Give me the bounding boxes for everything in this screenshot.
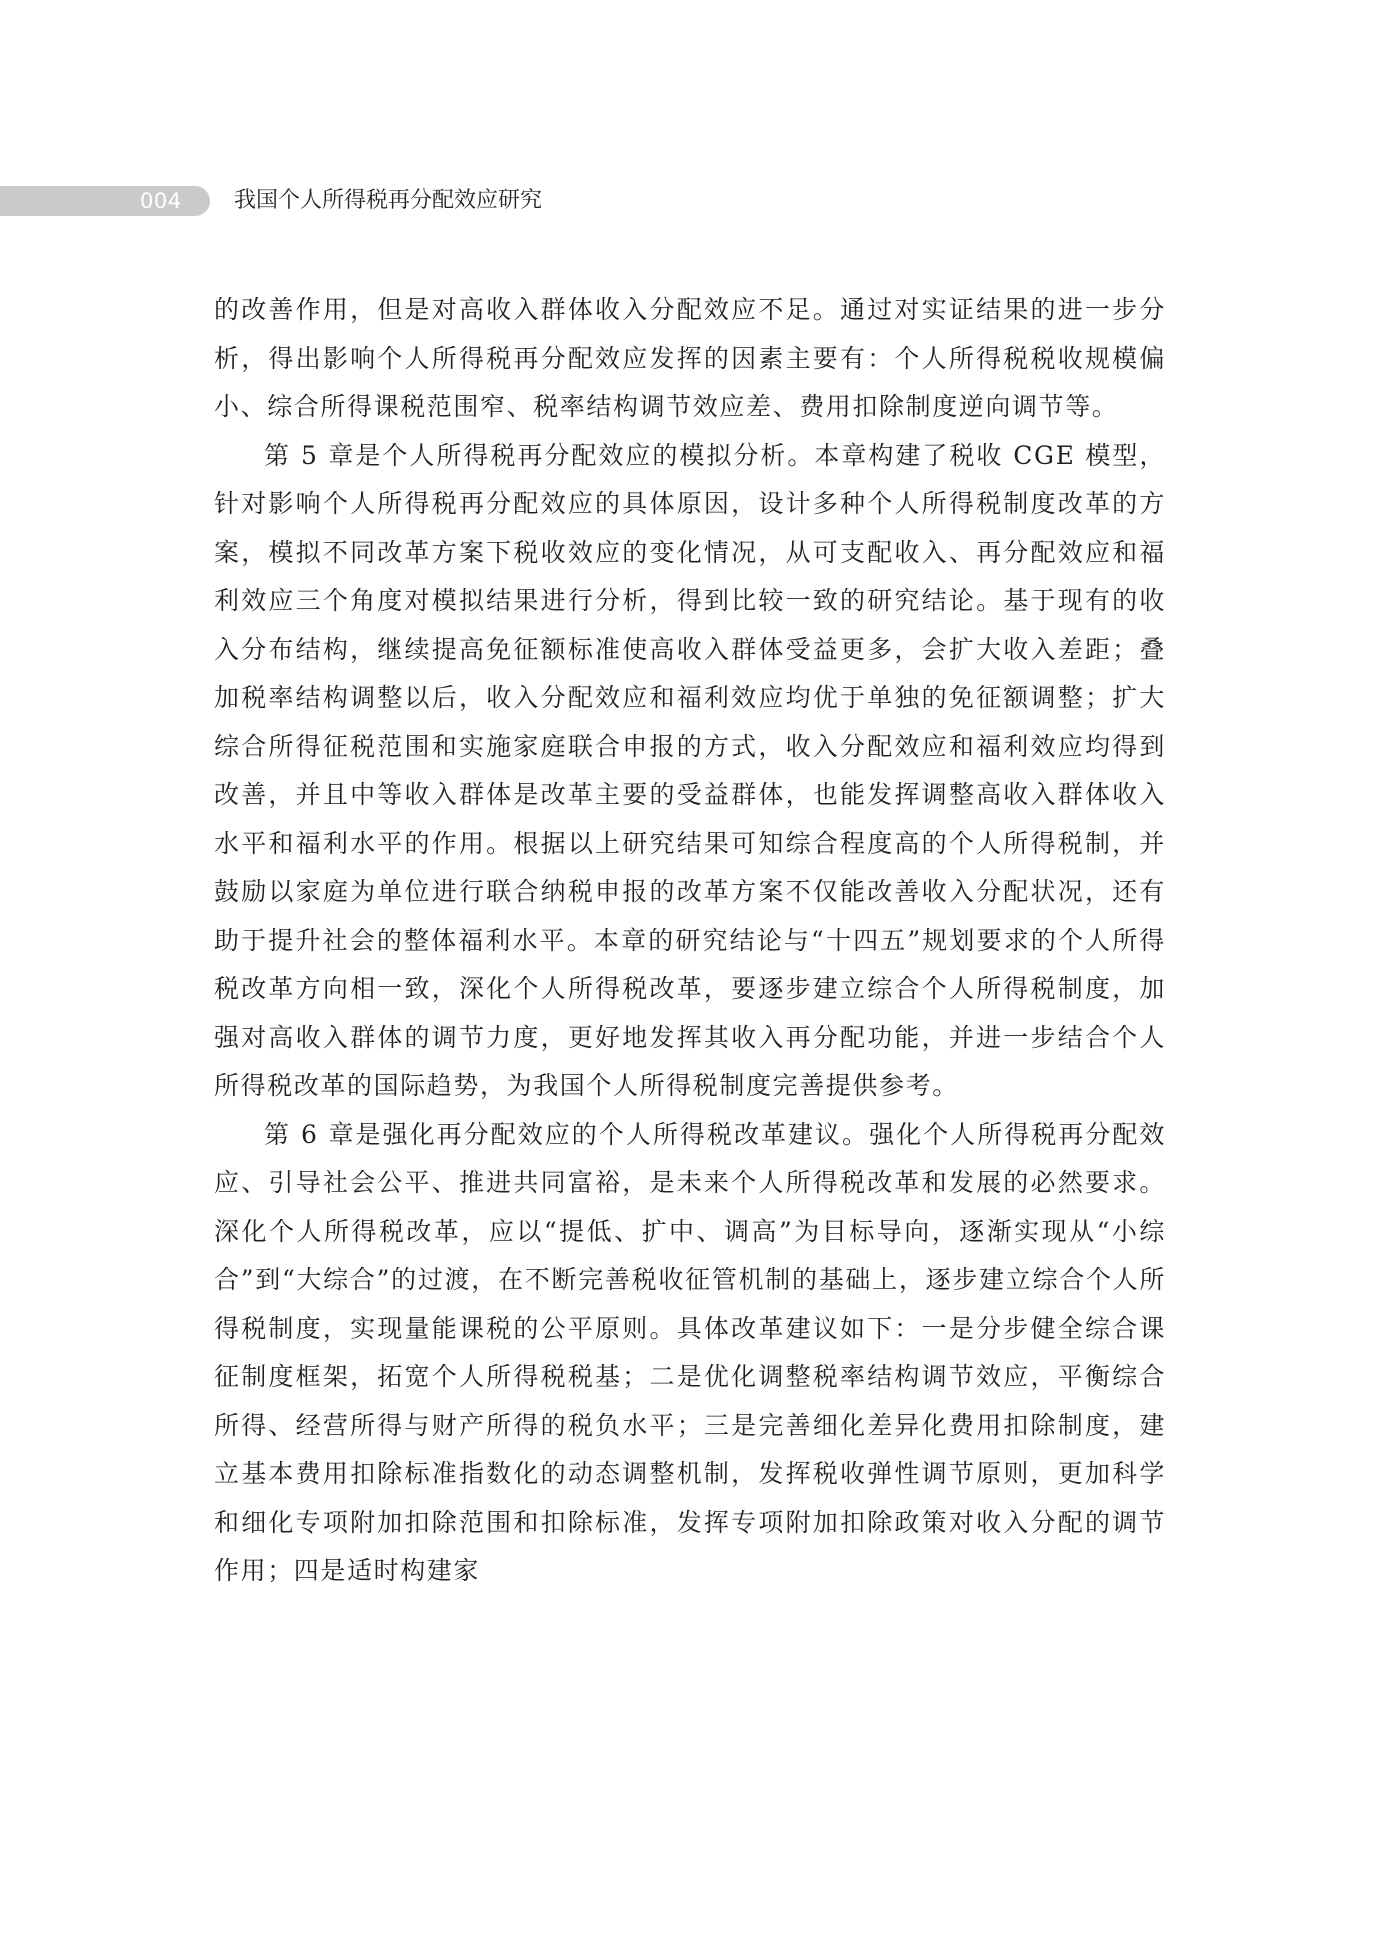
paragraph-chapter-5: 第 5 章是个人所得税再分配效应的模拟分析。本章构建了税收 CGE 模型，针对影响个人所得税再分配效应的具体原因，设计多种个人所得税制度改革的方案，模拟不同改革方案下税收效应的变化情况，从可支配收入、再分配效应和福利效应三个角度对模拟结果进行分析，得到比较一致的研究结论。基于现有的收入分布结构，继续提高免征额标准使高收入群体受益更多，会扩大收入差距；叠加税率结构调整以后，收入分配效应和福利效应均优于单独的免征额调整；扩大综合所得征税范围和实施家庭联合申报的方式，收入分配效应和福利效应均得到改善，并且中等收入群体是改革主要的受益群体，也能发挥调整高收入群体收入水平和福利水平的作用。根据以上研究结果可知综合程度高的个人所得税制，并鼓励以家庭为单位进行联合纳税申报的改革方案不仅能改善收入分配状况，还有助于提升社会的整体福利水平。本章的研究结论与“十四五”规划要求的个人所得税改革方向相一致，深化个人所得税改革，要逐步建立综合个人所得税制度，加强对高收入群体的调节力度，更好地发挥其收入再分配功能，并进一步结合个人所得税改革的国际趋势，为我国个人所得税制度完善提供参考。 (214, 440, 1166, 1100)
body-text (214, 286, 1166, 1596)
running-title: 我国个人所得税再分配效应研究 (234, 188, 543, 213)
page-number: 004 (140, 189, 182, 213)
paragraph-chapter-6: 第 6 章是强化再分配效应的个人所得税改革建议。强化个人所得税再分配效应、引导社会公平、推进共同富裕，是未来个人所得税改革和发展的必然要求。深化个人所得税改革，应以“提低、扩中、调高”为目标导向，逐渐实现从“小综合”到“大综合”的过渡，在不断完善税收征管机制的基础上，逐步建立综合个人所得税制度，实现量能课税的公平原则。具体改革建议如下：一是分步健全综合课征制度框架，拓宽个人所得税税基；二是优化调整税率结构调节效应，平衡综合所得、经营所得与财产所得的税负水平；三是完善细化差异化费用扣除制度，建立基本费用扣除标准指数化的动态调整机制，发挥税收弹性调节原则，更加科学和细化专项附加扣除范围和扣除标准，发挥专项附加扣除政策对收入分配的调节作用；四是适时构建家 (214, 1119, 1166, 1585)
paragraph-continuation: 的改善作用，但是对高收入群体收入分配效应不足。通过对实证结果的进一步分析，得出影响个人所得税再分配效应发挥的因素主要有：个人所得税税收规模偏小、综合所得课税范围窄、税率结构调节效应差、费用扣除制度逆向调节等。 (214, 295, 1166, 421)
